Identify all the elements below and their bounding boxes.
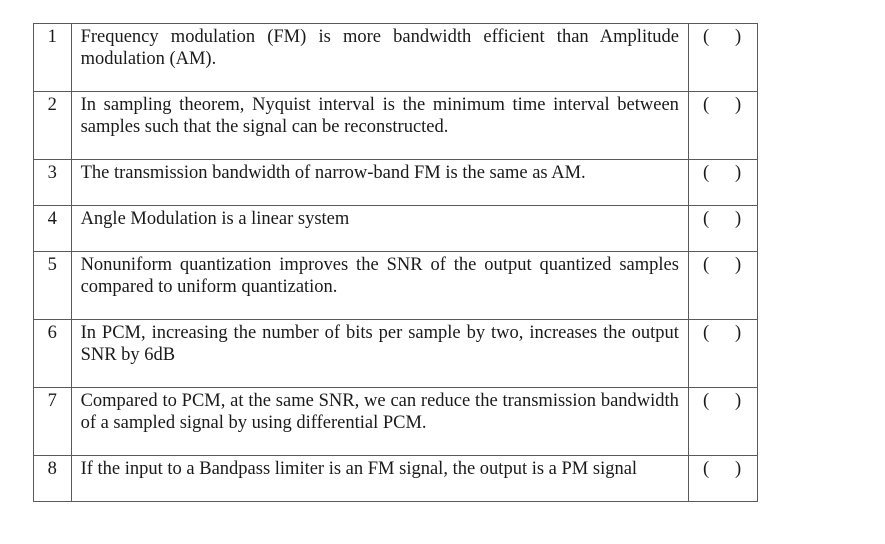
open-paren: ( [702,27,710,47]
question-row [34,92,758,160]
question-number: 4 [34,206,72,252]
question-row [34,388,758,456]
question-row [34,206,758,252]
question-row [34,320,758,388]
close-paren: ) [734,209,742,229]
question-statement: In PCM, increasing the number of bits per sample by two, increases the output SNR by 6dB [71,320,688,388]
open-paren: ( [702,163,710,183]
question-number: 2 [34,92,72,160]
open-paren: ( [702,459,710,479]
question-statement: In sampling theorem, Nyquist interval is the minimum time interval between samples such that the signal can be reconstructed. [71,92,688,160]
answer-box[interactable] [688,388,757,456]
question-row [34,252,758,320]
question-statement: Nonuniform quantization improves the SNR of the output quantized samples compared to uniform quantization. [71,252,688,320]
question-row [34,24,758,92]
question-number: 5 [34,252,72,320]
question-row [34,160,758,206]
close-paren: ) [734,255,742,275]
close-paren: ) [734,391,742,411]
question-statement: Frequency modulation (FM) is more bandwidth efficient than Amplitude modulation (AM). [71,24,688,92]
question-statement: The transmission bandwidth of narrow-band FM is the same as AM. [71,160,688,206]
question-statement: Angle Modulation is a linear system [71,206,688,252]
answer-box[interactable] [688,252,757,320]
open-paren: ( [702,391,710,411]
close-paren: ) [734,459,742,479]
true-false-table [33,23,758,502]
close-paren: ) [734,27,742,47]
question-number: 7 [34,388,72,456]
close-paren: ) [734,323,742,343]
close-paren: ) [734,163,742,183]
answer-box[interactable] [688,160,757,206]
open-paren: ( [702,209,710,229]
question-statement: If the input to a Bandpass limiter is an FM signal, the output is a PM signal [71,456,688,502]
question-number: 8 [34,456,72,502]
question-number: 1 [34,24,72,92]
answer-box[interactable] [688,206,757,252]
answer-box[interactable] [688,24,757,92]
open-paren: ( [702,323,710,343]
question-row [34,456,758,502]
close-paren: ) [734,95,742,115]
open-paren: ( [702,255,710,275]
open-paren: ( [702,95,710,115]
answer-box[interactable] [688,92,757,160]
question-statement: Compared to PCM, at the same SNR, we can reduce the transmission bandwidth of a sampled signal by using differential PCM. [71,388,688,456]
question-number: 6 [34,320,72,388]
question-number: 3 [34,160,72,206]
answer-box[interactable] [688,456,757,502]
answer-box[interactable] [688,320,757,388]
